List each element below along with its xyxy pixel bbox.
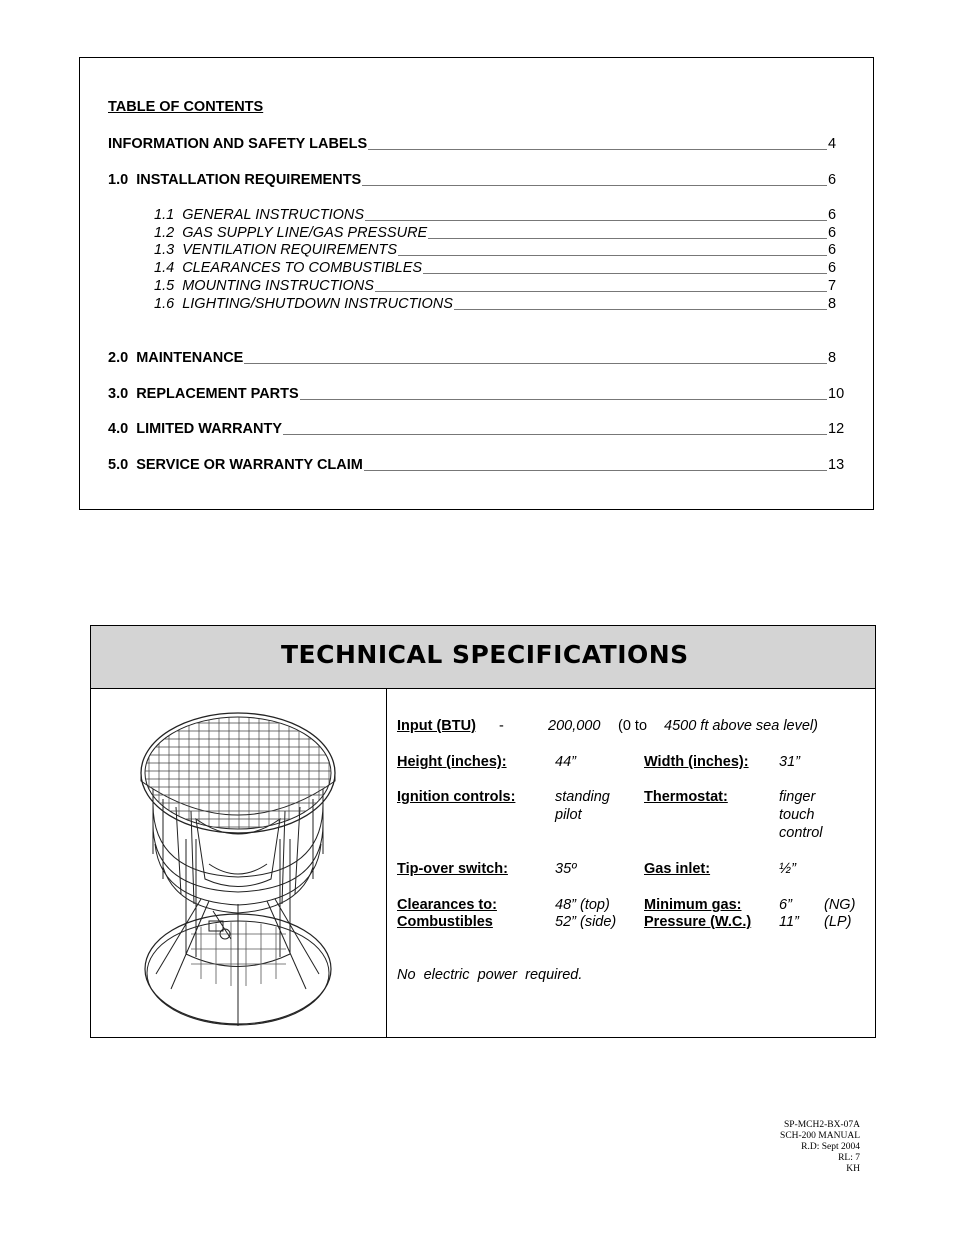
- tipover-switch-value: 35º: [555, 861, 577, 877]
- min-gas-ng-value: 6”: [779, 897, 792, 913]
- toc-leader: [244, 362, 827, 364]
- spec-values-panel: [387, 689, 875, 1037]
- toc-entry-label: 2.0 MAINTENANCE: [108, 350, 244, 366]
- toc-entry[interactable]: [108, 419, 847, 437]
- spec-title: TECHNICAL SPECIFICATIONS: [281, 640, 689, 669]
- height-value: 44”: [555, 754, 576, 770]
- clearance-side-value: 52” (side): [555, 914, 617, 930]
- patio-heater-illustration: [91, 689, 386, 1038]
- toc-entry[interactable]: [108, 134, 847, 152]
- toc-entry-label: 5.0 SERVICE OR WARRANTY CLAIM: [108, 457, 363, 473]
- toc-entry-label: 3.0 REPLACEMENT PARTS: [108, 386, 299, 402]
- toc-entry-label: 1.5 MOUNTING INSTRUCTIONS: [154, 278, 374, 294]
- input-dash: -: [499, 718, 504, 734]
- thermostat-value-line3: control: [779, 825, 823, 841]
- toc-leader: [362, 184, 827, 186]
- toc-subentry[interactable]: [154, 294, 847, 312]
- ignition-value-line1: standing: [555, 789, 610, 805]
- toc-subentry[interactable]: [154, 258, 847, 276]
- table-of-contents-box: [79, 57, 874, 510]
- toc-entry-label: INFORMATION AND SAFETY LABELS: [108, 136, 368, 152]
- electric-power-note: No electric power required.: [397, 967, 583, 983]
- toc-entry-page: 13: [828, 457, 845, 473]
- toc-entry-page: 12: [828, 421, 845, 437]
- toc-entry-page: 6: [828, 207, 837, 223]
- footer-revision-date: R.D: Sept 2004: [801, 1142, 860, 1152]
- toc-subentry[interactable]: [154, 276, 847, 294]
- toc-entry-page: 6: [828, 225, 837, 241]
- height-label: Height (inches):: [397, 754, 507, 770]
- width-label: Width (inches):: [644, 754, 749, 770]
- toc-leader: [375, 290, 827, 292]
- toc-entry-label: 1.6 LIGHTING/SHUTDOWN INSTRUCTIONS: [154, 296, 453, 312]
- toc-leader: [428, 237, 827, 239]
- toc-entry[interactable]: [108, 384, 847, 402]
- toc-leader: [423, 272, 827, 274]
- footer-revision-level: RL: 7: [838, 1153, 860, 1163]
- toc-entry-label: 4.0 LIMITED WARRANTY: [108, 421, 283, 437]
- min-gas-lp-unit: (LP): [824, 914, 852, 930]
- tipover-switch-label: Tip-over switch:: [397, 861, 508, 877]
- gas-inlet-label: Gas inlet:: [644, 861, 711, 877]
- heater-illustration-panel: [91, 689, 387, 1037]
- toc-entry-page: 4: [828, 136, 837, 152]
- document-footer: [780, 1120, 860, 1175]
- toc-leader: [398, 254, 827, 256]
- toc-entry-page: 6: [828, 242, 837, 258]
- min-gas-label-line1: Minimum gas:: [644, 897, 742, 913]
- toc-subentry[interactable]: [154, 205, 847, 223]
- toc-entry-label: 1.0 INSTALLATION REQUIREMENTS: [108, 172, 362, 188]
- footer-doc-code: SP-MCH2-BX-07A: [783, 1120, 860, 1130]
- toc-entry[interactable]: [108, 170, 847, 188]
- toc-entry-page: 7: [828, 278, 837, 294]
- toc-subentry[interactable]: [154, 240, 847, 258]
- toc-entry-label: 1.3 VENTILATION REQUIREMENTS: [154, 242, 398, 258]
- input-btu-value: 200,000: [548, 718, 601, 734]
- toc-entry[interactable]: [108, 348, 847, 366]
- ignition-controls-label: Ignition controls:: [397, 789, 516, 805]
- input-note-prefix: (0 to: [618, 718, 648, 734]
- gas-inlet-value: ½”: [779, 861, 796, 877]
- toc-title: TABLE OF CONTENTS: [108, 99, 264, 115]
- toc-entry-page: 8: [828, 296, 837, 312]
- technical-specifications-box: [90, 625, 876, 1038]
- toc-entry-label: 1.2 GAS SUPPLY LINE/GAS PRESSURE: [154, 225, 428, 241]
- toc-leader: [365, 219, 827, 221]
- toc-leader: [368, 148, 827, 150]
- footer-initials: KH: [846, 1164, 860, 1174]
- toc-leader: [300, 398, 827, 400]
- toc-entry-label: 1.1 GENERAL INSTRUCTIONS: [154, 207, 365, 223]
- spec-header: [91, 626, 875, 689]
- input-note-suffix: 4500 ft above sea level): [664, 718, 818, 734]
- clearances-label-line1: Clearances to:: [397, 897, 497, 913]
- min-gas-lp-value: 11”: [779, 914, 799, 930]
- clearances-label-line2: Combustibles: [397, 914, 493, 930]
- toc-entry[interactable]: [108, 455, 847, 473]
- toc-entry-page: 6: [828, 172, 837, 188]
- thermostat-value-line1: finger: [779, 789, 816, 805]
- clearance-top-value: 48” (top): [555, 897, 610, 913]
- toc-entry-label: 1.4 CLEARANCES TO COMBUSTIBLES: [154, 260, 423, 276]
- toc-leader: [364, 469, 827, 471]
- toc-subentry[interactable]: [154, 223, 847, 241]
- toc-leader: [283, 433, 827, 435]
- min-gas-ng-unit: (NG): [824, 897, 856, 913]
- toc-leader: [454, 308, 827, 310]
- input-btu-label: Input (BTU): [397, 718, 476, 734]
- toc-entry-page: 10: [828, 386, 845, 402]
- width-value: 31”: [779, 754, 800, 770]
- toc-entry-page: 6: [828, 260, 837, 276]
- ignition-value-line2: pilot: [555, 807, 582, 823]
- thermostat-label: Thermostat:: [644, 789, 728, 805]
- footer-manual-name: SCH-200 MANUAL: [780, 1131, 860, 1141]
- thermostat-value-line2: touch: [779, 807, 815, 823]
- min-gas-label-line2: Pressure (W.C.): [644, 914, 752, 930]
- toc-entry-page: 8: [828, 350, 837, 366]
